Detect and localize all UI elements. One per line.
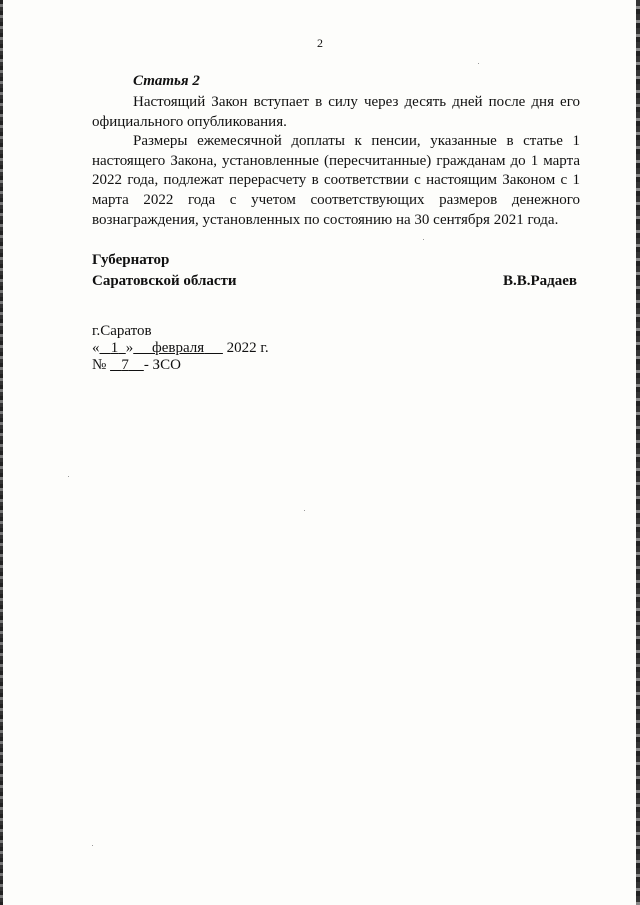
signatory-name: В.В.Радаев xyxy=(502,273,577,289)
date-close-quote: » xyxy=(125,340,134,356)
date-month: февраля xyxy=(152,340,205,356)
document-number: 7 xyxy=(121,357,129,373)
date-month-blank xyxy=(133,340,223,356)
article-body xyxy=(92,93,580,230)
signatory-title-line2: Саратовской области xyxy=(92,273,237,289)
date-day-blank xyxy=(100,340,126,356)
scan-speck xyxy=(68,476,69,477)
scan-edge-left xyxy=(0,0,3,905)
paragraph-recalculation: Размеры ежемесячной доплаты к пенсии, указанные в статье 1 настоящего Закона, установленные (пересчитанные) гражданам до 1 марта 2022 года, подлежат перерасчету в соответствии с настоящим Законом с 1 марта 2022 года с учетом соответствующих размеров денежного вознаграждения, установленных по состоянию на 30 сентября 2021 года. xyxy=(92,133,580,228)
scan-edge-right xyxy=(636,0,640,905)
number-sign: № xyxy=(92,357,107,373)
scan-speck xyxy=(423,239,424,240)
article-heading: Статья 2 xyxy=(133,73,200,89)
date-line xyxy=(92,340,269,357)
number-blank xyxy=(110,357,144,373)
paragraph-entry-into-force: Настоящий Закон вступает в силу через десять дней после дня его официального опубликования. xyxy=(92,94,580,130)
date-year: 2022 г. xyxy=(226,340,269,356)
date-open-quote: « xyxy=(92,340,100,356)
scan-speck xyxy=(92,845,93,846)
signature-block xyxy=(92,250,580,292)
scan-speck xyxy=(478,63,479,64)
page-number: 2 xyxy=(317,36,323,50)
date-day: 1 xyxy=(110,340,119,356)
number-line xyxy=(92,357,269,374)
place-date-number xyxy=(92,323,269,374)
number-suffix: - ЗСО xyxy=(143,357,181,373)
city: г.Саратов xyxy=(92,323,152,339)
signatory-title-line1: Губернатор xyxy=(92,252,170,268)
signature-row xyxy=(92,271,580,292)
scan-speck xyxy=(304,510,305,511)
